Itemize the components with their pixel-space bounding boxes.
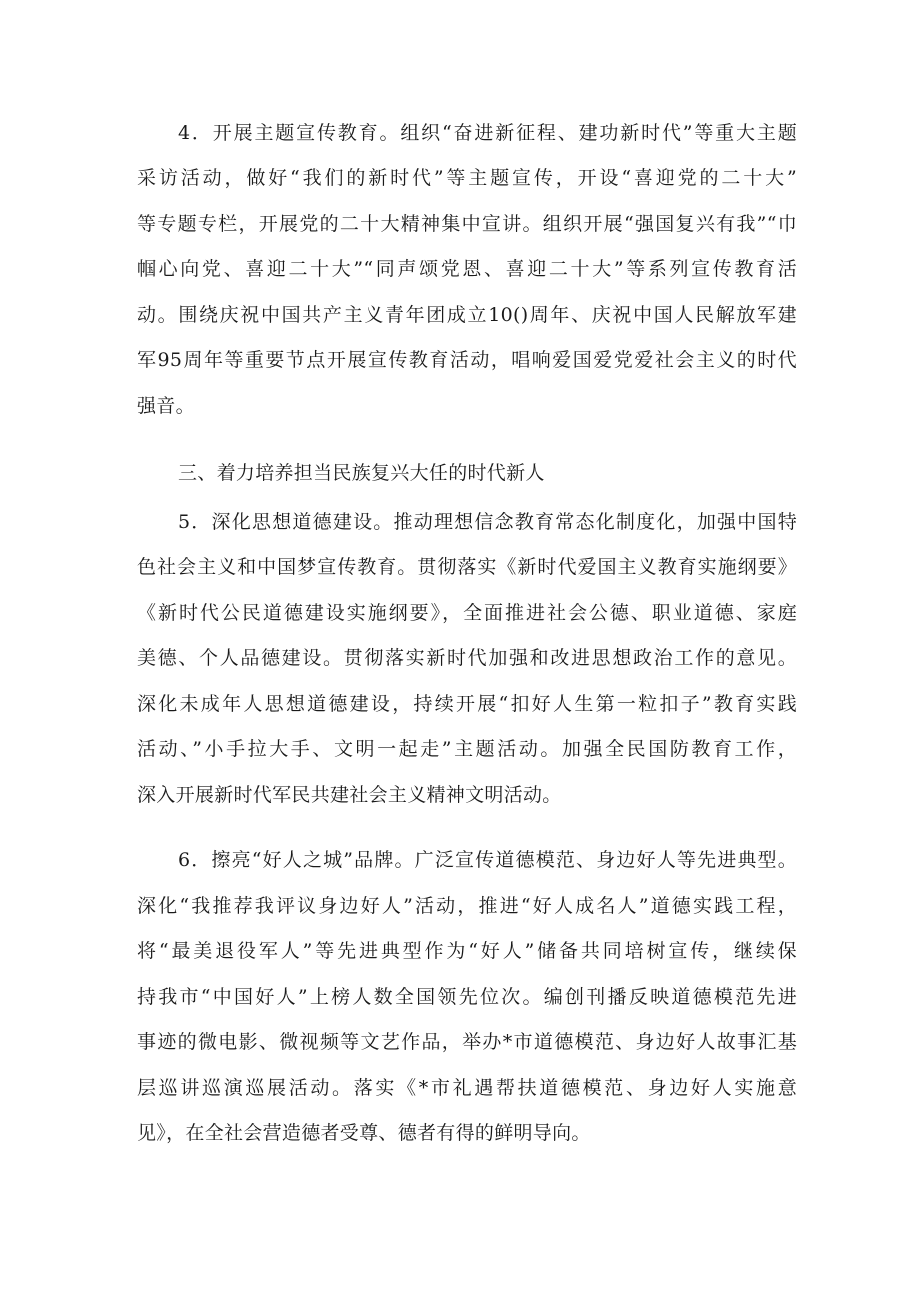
paragraph-line: 事迹的微电影、微视频等文艺作品，举办*市道德模范、身边好人故事汇基: [137, 1031, 797, 1053]
paragraph-line: 等专题专栏，开展党的二十大精神集中宣讲。组织开展“强国复兴有我”“巾: [137, 213, 797, 235]
paragraph-line: 军95周年等重要节点开展宣传教育活动，唱响爱国爱党爱社会主义的时代: [137, 349, 797, 371]
paragraph-line: 4．开展主题宣传教育。组织“奋进新征程、建功新时代”等重大主题: [178, 122, 797, 144]
paragraph-line: 将“最美退役军人”等先进典型作为“好人”储备共同培树宣传，继续保: [137, 940, 797, 962]
paragraph-line: 层巡讲巡演巡展活动。落实《*市礼遇帮扶道德模范、身边好人实施意: [137, 1077, 797, 1099]
paragraph-line: 活动、”小手拉大手、文明一起走”主题活动。加强全民国防教育工作，: [137, 738, 797, 760]
paragraph-line: 《新时代公民道德建设实施纲要》，全面推进社会公德、职业道德、家庭: [137, 602, 797, 624]
paragraph-line: 持我市“中国好人”上榜人数全国领先位次。编创刊播反映道德模范先进: [137, 986, 797, 1008]
paragraph-line: 深化未成年人思想道德建设，持续开展“扣好人生第一粒扣子”教育实践: [137, 693, 797, 715]
paragraph-line: 帼心向党、喜迎二十大”“同声颂党恩、喜迎二十大”等系列宣传教育活: [137, 258, 797, 280]
paragraph-line: 深入开展新时代军民共建社会主义精神文明活动。: [137, 784, 562, 806]
paragraph-line: 动。围绕庆祝中国共产主义青年团成立10()周年、庆祝中国人民解放军建: [137, 304, 797, 326]
paragraph-line: 美德、个人品德建设。贯彻落实新时代加强和改进思想政治工作的意见。: [137, 647, 797, 669]
paragraph-line: 深化“我推荐我评议身边好人”活动，推进“好人成名人”道德实践工程，: [137, 895, 797, 917]
paragraph-line: 强音。: [137, 395, 195, 417]
paragraph-line: 5．深化思想道德建设。推动理想信念教育常态化制度化，加强中国特: [178, 511, 797, 533]
paragraph-line: 采访活动，做好“我们的新时代”等主题宣传，开设“喜迎党的二十大”: [137, 167, 797, 189]
section-heading: 三、着力培养担当民族复兴大任的时代新人: [178, 462, 545, 484]
paragraph-line: 色社会主义和中国梦宣传教育。贯彻落实《新时代爱国主义教育实施纲要》: [137, 556, 797, 578]
paragraph-line: 见》，在全社会营造德者受尊、德者有得的鲜明导向。: [137, 1122, 591, 1144]
paragraph-line: 6．擦亮“好人之城”品牌。广泛宣传道德模范、身边好人等先进典型。: [178, 849, 797, 871]
